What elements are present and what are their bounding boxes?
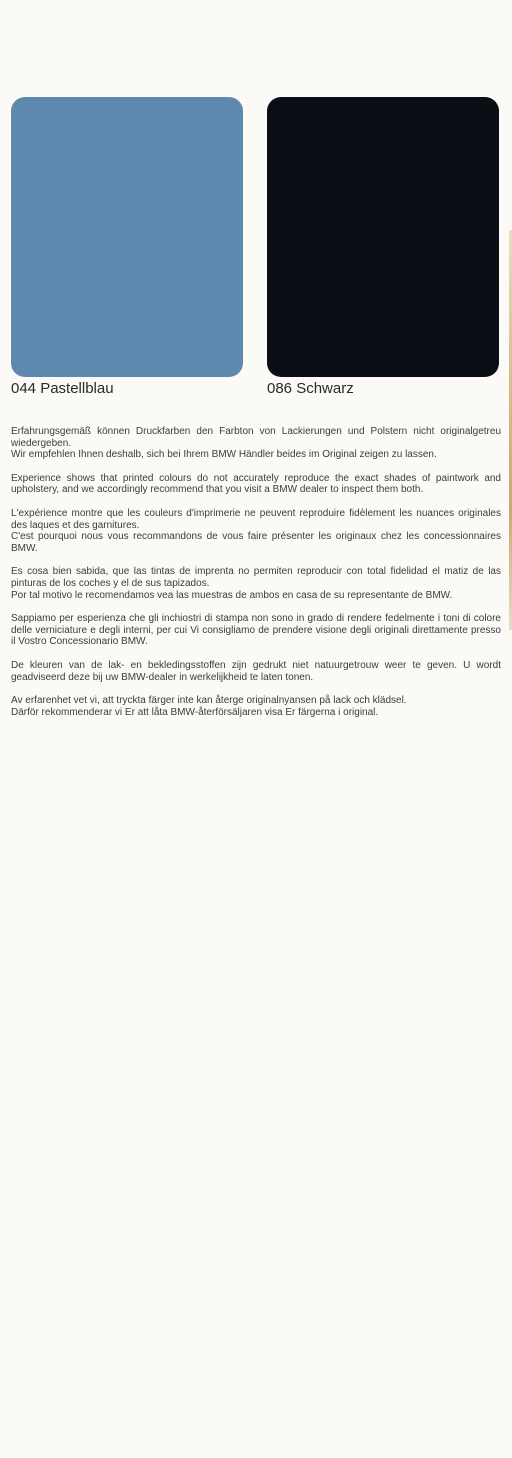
disclaimer-line: Sappiamo per esperienza che gli inchiostri di stampa non sono in grado di rendere fedelmente i toni di colore delle verniciature e degli interni, per cui Vi consigliamo de prendere visione degli originali direttamente presso il Vostro Concessionario BMW.	[11, 613, 501, 648]
disclaimer-line: Por tal motivo le recomendamos vea las muestras de ambos en casa de su representante de BMW.	[11, 589, 453, 601]
color-swatch-pastellblau	[11, 97, 243, 377]
disclaimer-paragraph-italian	[11, 613, 501, 648]
disclaimer-line: L'expérience montre que les couleurs d'imprimerie ne peuvent reproduire fidèlement les nuances originales des laques et des garnitures.	[11, 507, 501, 531]
swatch-label-pastellblau: 044 Pastellblau	[11, 380, 114, 397]
swatch-label-schwarz: 086 Schwarz	[267, 380, 354, 397]
disclaimer-line: Wir empfehlen Ihnen deshalb, sich bei Ihrem BMW Händler beides im Original zeigen zu lassen.	[11, 449, 437, 461]
disclaimer-line: Av erfarenhet vet vi, att tryckta färger inte kan återge originalnyansen på lack och klädsel.	[11, 695, 407, 707]
disclaimer-paragraph-swedish	[11, 695, 501, 718]
disclaimer-paragraph-spanish	[11, 566, 501, 601]
disclaimer-line: Erfahrungsgemäß können Druckfarben den Farbton von Lackierungen und Polstern nicht originalgetreu wiedergeben.	[11, 426, 501, 449]
color-swatch-schwarz	[267, 97, 499, 377]
disclaimer-line: Es cosa bien sabida, que las tintas de imprenta no permiten reproducir con total fidelidad el matiz de las pinturas de los coches y el de sus tapizados.	[11, 566, 501, 589]
disclaimer-paragraph-english	[11, 473, 501, 496]
disclaimer-line: C'est pourquoi nous vous recommandons de vous faire présenter les originaux chez les concessionnaires BMW.	[11, 531, 501, 554]
disclaimer-line: Experience shows that printed colours do not accurately reproduce the exact shades of paintwork and upholstery, and we accordingly recommend that you visit a BMW dealer to inspect them both.	[11, 472, 501, 496]
disclaimer-text-block	[11, 426, 501, 730]
disclaimer-paragraph-german	[11, 426, 501, 461]
disclaimer-paragraph-french	[11, 508, 501, 554]
disclaimer-line: De kleuren van de lak- en bekledingsstoffen zijn gedrukt niet natuurgetrouw weer te geven. U wordt geadviseerd deze bij uw BMW-dealer in werkelijkheid te laten tonen.	[11, 659, 501, 683]
disclaimer-line: Därför rekommenderar vi Er att låta BMW-återförsäljaren visa Er färgerna i original.	[11, 706, 379, 718]
disclaimer-paragraph-dutch	[11, 660, 501, 683]
